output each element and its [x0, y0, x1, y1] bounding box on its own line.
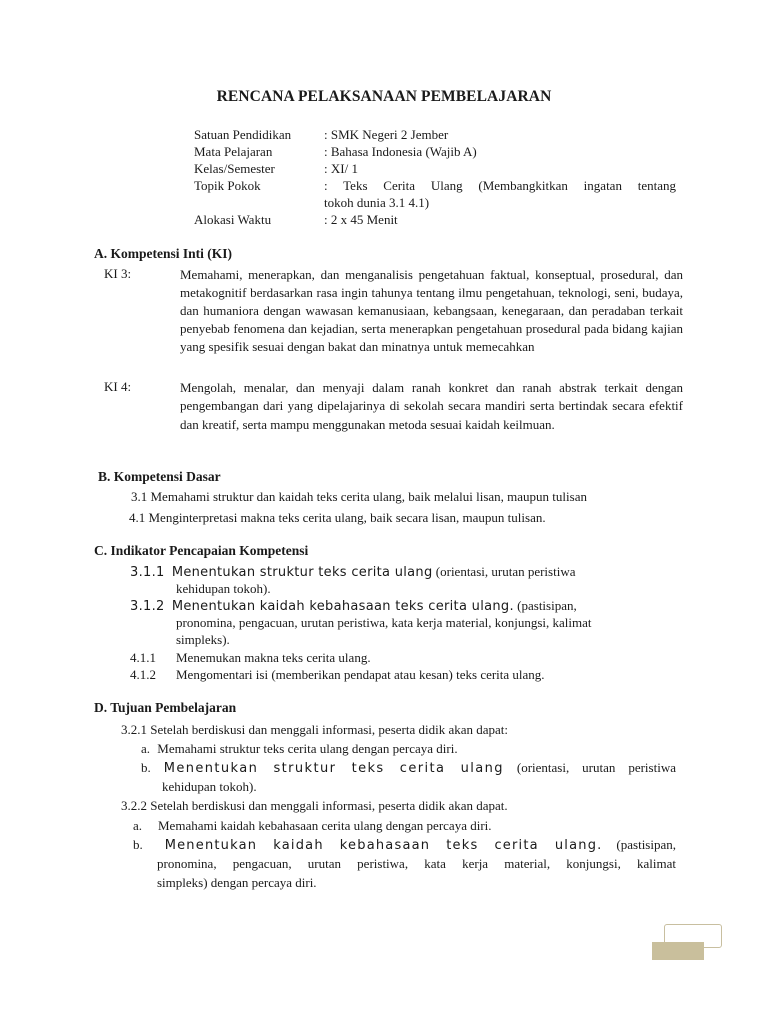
goal-text: Setelah berdiskusi dan menggali informasi, peserta didik akan dapat.: [150, 798, 508, 813]
goal-number: 3.2.2: [121, 798, 147, 813]
indicator-rest: (orientasi, urutan peristiwa: [432, 564, 576, 579]
goal-item-b2-cont: pronomina, pengacuan, urutan peristiwa, kata kerja material, konjungsi, kalimat: [157, 856, 676, 871]
info-value-continued: tokoh dunia 3.1 4.1): [324, 195, 430, 210]
goal-marker: a.: [133, 818, 143, 833]
goal-item-b1: [141, 759, 676, 778]
indicator-number: 3.1.2: [130, 599, 165, 614]
document-title: RENCANA PELAKSANAAN PEMBELAJARAN: [216, 88, 552, 105]
ki3-text: Memahami, menerapkan, dan menganalisis pengetahuan faktual, konseptual, prosedural, dan metakognitif berdasarkan rasa ingin tahunya tentang ilmu pengetahuan, teknologi, seni, budaya, dan humaniora dengan wawasan kemanusiaan, kebangsaan, kenegaraan, dan peradaban terkait penyebab fenomena dan kejadian, serta menerapkan pengetahuan prosedural pada bidang kajian yang spesifik sesuai dengan bakat dan minatnya untuk memecahkan: [180, 267, 683, 355]
goal-marker: b.: [133, 837, 143, 852]
indicator-4-1-2: [130, 666, 545, 684]
indicator-3-1-1: [130, 563, 576, 582]
info-label: Satuan Pendidikan: [194, 127, 292, 142]
info-label: Mata Pelajaran: [194, 144, 273, 159]
indicator-lead: Menentukan kaidah kebahasaan teks cerita ulang.: [171, 599, 514, 614]
info-label: Topik Pokok: [194, 178, 261, 193]
goal-item-a1: [141, 740, 458, 758]
indicator-3-1-1-cont: kehidupan tokoh).: [176, 581, 271, 596]
ki3-label: KI 3:: [104, 266, 132, 281]
indicator-3-1-2-cont2: simpleks).: [176, 632, 230, 647]
indicator-3-1-2: [130, 597, 577, 616]
info-value: : Teks Cerita Ulang (Membangkitkan ingatan tentang: [324, 178, 676, 193]
section-d-heading: D. Tujuan Pembelajaran: [94, 700, 237, 715]
goal-number: 3.2.1: [121, 722, 147, 737]
section-c-heading: C. Indikator Pencapaian Kompetensi: [94, 543, 309, 558]
indicator-lead: Menentukan struktur teks cerita ulang: [171, 565, 433, 580]
indicator-3-1-2-cont: pronomina, pengacuan, urutan peristiwa, kata kerja material, konjungsi, kalimat: [176, 615, 592, 630]
section-a-heading: A. Kompetensi Inti (KI): [94, 246, 232, 261]
info-value: : Bahasa Indonesia (Wajib A): [324, 144, 477, 159]
section-b-heading: B. Kompetensi Dasar: [98, 469, 221, 484]
goal-marker: a.: [141, 741, 151, 756]
info-label: Kelas/Semester: [194, 161, 275, 176]
goal-text: Memahami struktur teks cerita ulang dengan percaya diri.: [157, 741, 458, 756]
goal-3-2-1: [121, 721, 508, 739]
goal-item-a2: [133, 817, 492, 835]
indicator-rest: (pastisipan,: [513, 598, 577, 613]
page-corner-bar: [652, 942, 704, 960]
goal-item-b1-cont: kehidupan tokoh).: [162, 779, 257, 794]
kd-item-4-1: 4.1 Menginterpretasi makna teks cerita ulang, baik secara lisan, maupun tulisan.: [129, 510, 546, 525]
indicator-text: Menemukan makna teks cerita ulang.: [176, 650, 371, 665]
goal-lead: Menentukan struktur teks cerita ulang: [163, 761, 504, 776]
goal-item-b2-cont2: simpleks) dengan percaya diri.: [157, 875, 317, 890]
info-value: : SMK Negeri 2 Jember: [324, 127, 449, 142]
indicator-number: 4.1.1: [130, 650, 156, 665]
goal-text: Memahami kaidah kebahasaan cerita ulang dengan percaya diri.: [158, 818, 492, 833]
goal-3-2-2: [121, 797, 508, 815]
goal-marker: b.: [141, 760, 151, 775]
info-value: : XI/ 1: [324, 161, 358, 176]
indicator-number: 3.1.1: [130, 565, 165, 580]
indicator-4-1-1: [130, 649, 371, 667]
info-label: Alokasi Waktu: [194, 212, 272, 227]
goal-text: Setelah berdiskusi dan menggali informasi, peserta didik akan dapat:: [150, 722, 509, 737]
indicator-number: 4.1.2: [130, 667, 156, 682]
goal-item-b2: [133, 836, 676, 855]
kd-item-3-1: 3.1 Memahami struktur dan kaidah teks cerita ulang, baik melalui lisan, maupun tulisan: [131, 489, 587, 504]
ki4-text: Mengolah, menalar, dan menyaji dalam ranah konkret dan ranah abstrak terkait dengan pengembangan dari yang dipelajarinya di sekolah secara mandiri serta bertindak secara efektif dan kreatif, serta mampu menggunakan metoda sesuai kaidah keilmuan.: [180, 380, 683, 432]
goal-rest: (orientasi, urutan peristiwa: [503, 760, 676, 775]
goal-lead: Menentukan kaidah kebahasaan teks cerita ulang.: [164, 838, 603, 853]
goal-rest: (pastisipan,: [602, 837, 676, 852]
indicator-text: Mengomentari isi (memberikan pendapat atau kesan) teks cerita ulang.: [176, 667, 545, 682]
info-value: : 2 x 45 Menit: [324, 212, 398, 227]
ki4-label: KI 4:: [104, 379, 132, 394]
